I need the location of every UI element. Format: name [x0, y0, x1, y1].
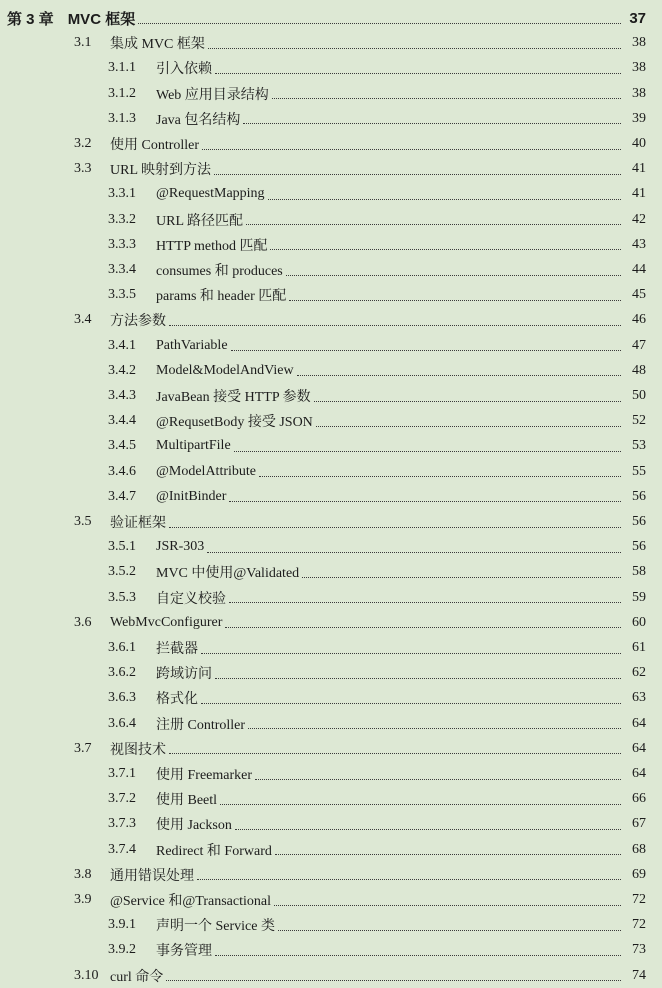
subsection-entry[interactable] [0, 107, 662, 131]
dot-leader [166, 980, 621, 981]
entry-title: HTTP method 匹配 [156, 238, 268, 254]
dot-leader [197, 879, 621, 880]
subsection-entry[interactable] [0, 334, 662, 358]
dot-leader [274, 905, 621, 906]
subsection-entry[interactable] [0, 787, 662, 811]
entry-number: 3.7.4 [108, 841, 136, 857]
entry-page-number: 63 [632, 690, 646, 706]
entry-number: 3.9 [74, 892, 92, 907]
section-entry[interactable] [0, 863, 662, 887]
entry-page-number: 50 [632, 388, 646, 403]
entry-number: 3.3.3 [108, 236, 136, 252]
entry-page-number: 52 [632, 413, 646, 429]
entry-page-number: 69 [632, 866, 646, 882]
entry-page-number: 40 [632, 136, 646, 151]
dot-leader [229, 501, 621, 502]
dot-leader [302, 577, 621, 578]
entry-title: URL 路径匹配 [156, 213, 243, 229]
dot-leader [201, 703, 621, 704]
subsection-entry[interactable] [0, 586, 662, 610]
entry-title: 注册 Controller [156, 717, 246, 733]
dot-leader [275, 854, 621, 855]
dot-leader [314, 401, 621, 402]
dot-leader [202, 149, 621, 150]
subsection-entry[interactable] [0, 686, 662, 710]
entry-number: 3.4.6 [108, 463, 136, 479]
dot-leader [229, 602, 621, 603]
entry-number: 3.6.2 [108, 665, 136, 681]
entry-title: @RequestMapping [156, 186, 265, 202]
entry-page-number: 67 [632, 816, 646, 832]
entry-title: WebMvcConfigurer [110, 614, 223, 630]
subsection-entry[interactable] [0, 938, 662, 962]
dot-leader [268, 199, 621, 200]
entry-number: 3.2 [74, 136, 92, 151]
section-entry[interactable] [0, 888, 662, 912]
entry-page-number: 46 [632, 312, 646, 328]
entry-title: 声明一个 Service 类 [156, 919, 275, 935]
section-entry[interactable] [0, 611, 662, 635]
dot-leader [270, 249, 621, 250]
entry-number: 3.9.2 [108, 942, 136, 958]
dot-leader [246, 224, 621, 225]
dot-leader [297, 375, 621, 376]
entry-number: 3.5.1 [108, 539, 136, 555]
subsection-entry[interactable] [0, 535, 662, 559]
entry-title: @InitBinder [156, 488, 227, 504]
dot-leader [272, 98, 621, 99]
dot-leader [215, 678, 621, 679]
entry-number: 3.4 [74, 312, 92, 328]
subsection-entry[interactable] [0, 283, 662, 307]
subsection-entry[interactable] [0, 661, 662, 685]
dot-leader [225, 627, 621, 628]
entry-page-number: 58 [632, 564, 646, 580]
subsection-entry[interactable] [0, 82, 662, 106]
entry-title: 视图技术 [110, 742, 166, 758]
entry-title: PathVariable [156, 337, 228, 353]
entry-title: @RequsetBody 接受 JSON [156, 415, 313, 431]
entry-title: 格式化 [156, 692, 198, 708]
entry-number: 3.7.1 [108, 766, 136, 781]
entry-page-number: 60 [632, 614, 646, 630]
entry-page-number: 53 [632, 438, 646, 454]
dot-leader [201, 653, 621, 654]
entry-title: consumes 和 produces [156, 264, 283, 279]
entry-title: @ModelAttribute [156, 463, 256, 479]
entry-title: 验证框架 [110, 516, 166, 531]
section-entry[interactable] [0, 510, 662, 534]
dot-leader [214, 174, 621, 175]
entry-number: 3.1.2 [108, 85, 136, 101]
section-entry[interactable] [0, 157, 662, 181]
entry-page-number: 55 [632, 463, 646, 479]
entry-title: MVC 中使用@Validated [156, 566, 300, 582]
entry-title: URL 映射到方法 [110, 163, 211, 179]
entry-title: 通用错误处理 [110, 868, 194, 884]
dot-leader [208, 48, 621, 49]
entry-page-number: 64 [632, 766, 646, 781]
entry-page-number: 41 [632, 186, 646, 202]
entry-page-number: 72 [632, 892, 646, 907]
entry-page-number: 45 [632, 287, 646, 303]
entry-number: 3.7.3 [108, 816, 136, 832]
subsection-entry[interactable] [0, 56, 662, 80]
dot-leader [235, 829, 621, 830]
entry-number: 3.4.7 [108, 488, 136, 504]
entry-title: params 和 header 匹配 [156, 289, 287, 305]
subsection-entry[interactable] [0, 409, 662, 433]
dot-leader [220, 804, 621, 805]
entry-number: 3.7 [74, 740, 92, 756]
section-entry[interactable] [0, 132, 662, 156]
subsection-entry[interactable] [0, 812, 662, 836]
entry-number: 3.1 [74, 35, 92, 51]
entry-page-number: 38 [632, 35, 646, 51]
entry-page-number: 43 [632, 236, 646, 252]
entry-number: 3.4.1 [108, 337, 136, 353]
entry-page-number: 68 [632, 841, 646, 857]
entry-page-number: 56 [632, 514, 646, 529]
subsection-entry[interactable] [0, 208, 662, 232]
entry-number: 3.6.3 [108, 690, 136, 706]
subsection-entry[interactable] [0, 384, 662, 408]
dot-leader [243, 123, 621, 124]
dot-leader [234, 451, 621, 452]
dot-leader [248, 728, 621, 729]
entry-title: 使用 Freemarker [156, 768, 253, 783]
entry-title: 跨域访问 [156, 667, 212, 683]
entry-number: 3.5.3 [108, 589, 136, 605]
entry-page-number: 56 [632, 539, 646, 555]
entry-page-number: 64 [632, 740, 646, 756]
entry-page-number: 61 [632, 640, 646, 655]
entry-number: 3.4.4 [108, 413, 136, 429]
entry-page-number: 47 [632, 337, 646, 353]
entry-title: 集成 MVC 框架 [110, 37, 205, 53]
entry-number: 3.1.3 [108, 110, 136, 126]
entry-title: @Service 和@Transactional [110, 894, 271, 909]
dot-leader [286, 275, 621, 276]
entry-title: 事务管理 [156, 944, 212, 960]
entry-title: 使用 Controller [110, 138, 200, 153]
entry-page-number: 73 [632, 942, 646, 958]
entry-page-number: 74 [632, 967, 646, 983]
entry-page-number: 66 [632, 791, 646, 807]
entry-number: 3.3.5 [108, 287, 136, 303]
entry-title: 拦截器 [156, 642, 198, 657]
subsection-entry[interactable] [0, 636, 662, 660]
entry-page-number: 59 [632, 589, 646, 605]
entry-page-number: 62 [632, 665, 646, 681]
entry-page-number: 38 [632, 60, 646, 76]
entry-title: JSR-303 [156, 539, 205, 555]
entry-number: 3.4.3 [108, 388, 136, 403]
entry-number: 3.6 [74, 614, 92, 630]
entry-title: MVC 框架 [67, 10, 136, 28]
entry-number: 3.4.2 [108, 362, 136, 378]
entry-number: 3.5 [74, 514, 92, 529]
entry-title: 使用 Beetl [156, 793, 218, 809]
section-entry[interactable] [0, 31, 662, 55]
entry-page-number: 72 [632, 917, 646, 933]
entry-title: 方法参数 [110, 314, 166, 330]
entry-number: 3.3.1 [108, 186, 136, 202]
subsection-entry[interactable] [0, 359, 662, 383]
entry-page-number: 64 [632, 715, 646, 731]
dot-leader [215, 73, 621, 74]
entry-page-number: 48 [632, 362, 646, 378]
subsection-entry[interactable] [0, 560, 662, 584]
entry-title: Redirect 和 Forward [156, 843, 272, 859]
subsection-entry[interactable] [0, 460, 662, 484]
entry-page-number: 56 [632, 488, 646, 504]
entry-title: 使用 Jackson [156, 818, 232, 834]
entry-number: 第 3 章 [7, 10, 54, 28]
dot-leader [259, 476, 621, 477]
subsection-entry[interactable] [0, 182, 662, 206]
entry-title: curl 命令 [110, 969, 164, 985]
entry-page-number: 42 [632, 211, 646, 227]
chapter-entry[interactable] [0, 6, 662, 30]
dot-leader [169, 325, 621, 326]
entry-title: 自定义校验 [156, 591, 226, 607]
dot-leader [289, 300, 621, 301]
entry-title: JavaBean 接受 HTTP 参数 [156, 390, 311, 405]
entry-page-number: 44 [632, 262, 646, 277]
section-entry[interactable] [0, 308, 662, 332]
entry-title: Java 包名结构 [156, 112, 241, 128]
subsection-entry[interactable] [0, 712, 662, 736]
entry-number: 3.8 [74, 866, 92, 882]
section-entry[interactable] [0, 737, 662, 761]
dot-leader [215, 955, 621, 956]
entry-title: Model&ModelAndView [156, 362, 294, 378]
dot-leader [278, 930, 621, 931]
subsection-entry[interactable] [0, 762, 662, 786]
entry-number: 3.10 [74, 967, 99, 983]
entry-number: 3.9.1 [108, 917, 136, 933]
dot-leader [255, 779, 621, 780]
entry-page-number: 38 [632, 85, 646, 101]
subsection-entry[interactable] [0, 485, 662, 509]
entry-number: 3.6.1 [108, 640, 136, 655]
section-entry[interactable] [0, 964, 662, 988]
entry-number: 3.6.4 [108, 715, 136, 731]
dot-leader [207, 552, 621, 553]
subsection-entry[interactable] [0, 913, 662, 937]
entry-title: Web 应用目录结构 [156, 87, 269, 103]
entry-number: 3.3.2 [108, 211, 136, 227]
entry-number: 3.3 [74, 161, 92, 177]
entry-number: 3.3.4 [108, 262, 136, 277]
subsection-entry[interactable] [0, 233, 662, 257]
subsection-entry[interactable] [0, 838, 662, 862]
dot-leader [316, 426, 621, 427]
dot-leader [138, 23, 621, 24]
entry-number: 3.7.2 [108, 791, 136, 807]
dot-leader [231, 350, 621, 351]
entry-page-number: 41 [632, 161, 646, 177]
subsection-entry[interactable] [0, 434, 662, 458]
entry-title: MultipartFile [156, 438, 231, 454]
entry-number: 3.4.5 [108, 438, 136, 454]
dot-leader [169, 527, 621, 528]
entry-title: 引入依赖 [156, 62, 212, 78]
entry-number: 3.5.2 [108, 564, 136, 580]
subsection-entry[interactable] [0, 258, 662, 282]
dot-leader [169, 753, 621, 754]
entry-number: 3.1.1 [108, 60, 136, 76]
entry-page-number: 39 [632, 110, 646, 126]
entry-page-number: 37 [629, 9, 646, 27]
